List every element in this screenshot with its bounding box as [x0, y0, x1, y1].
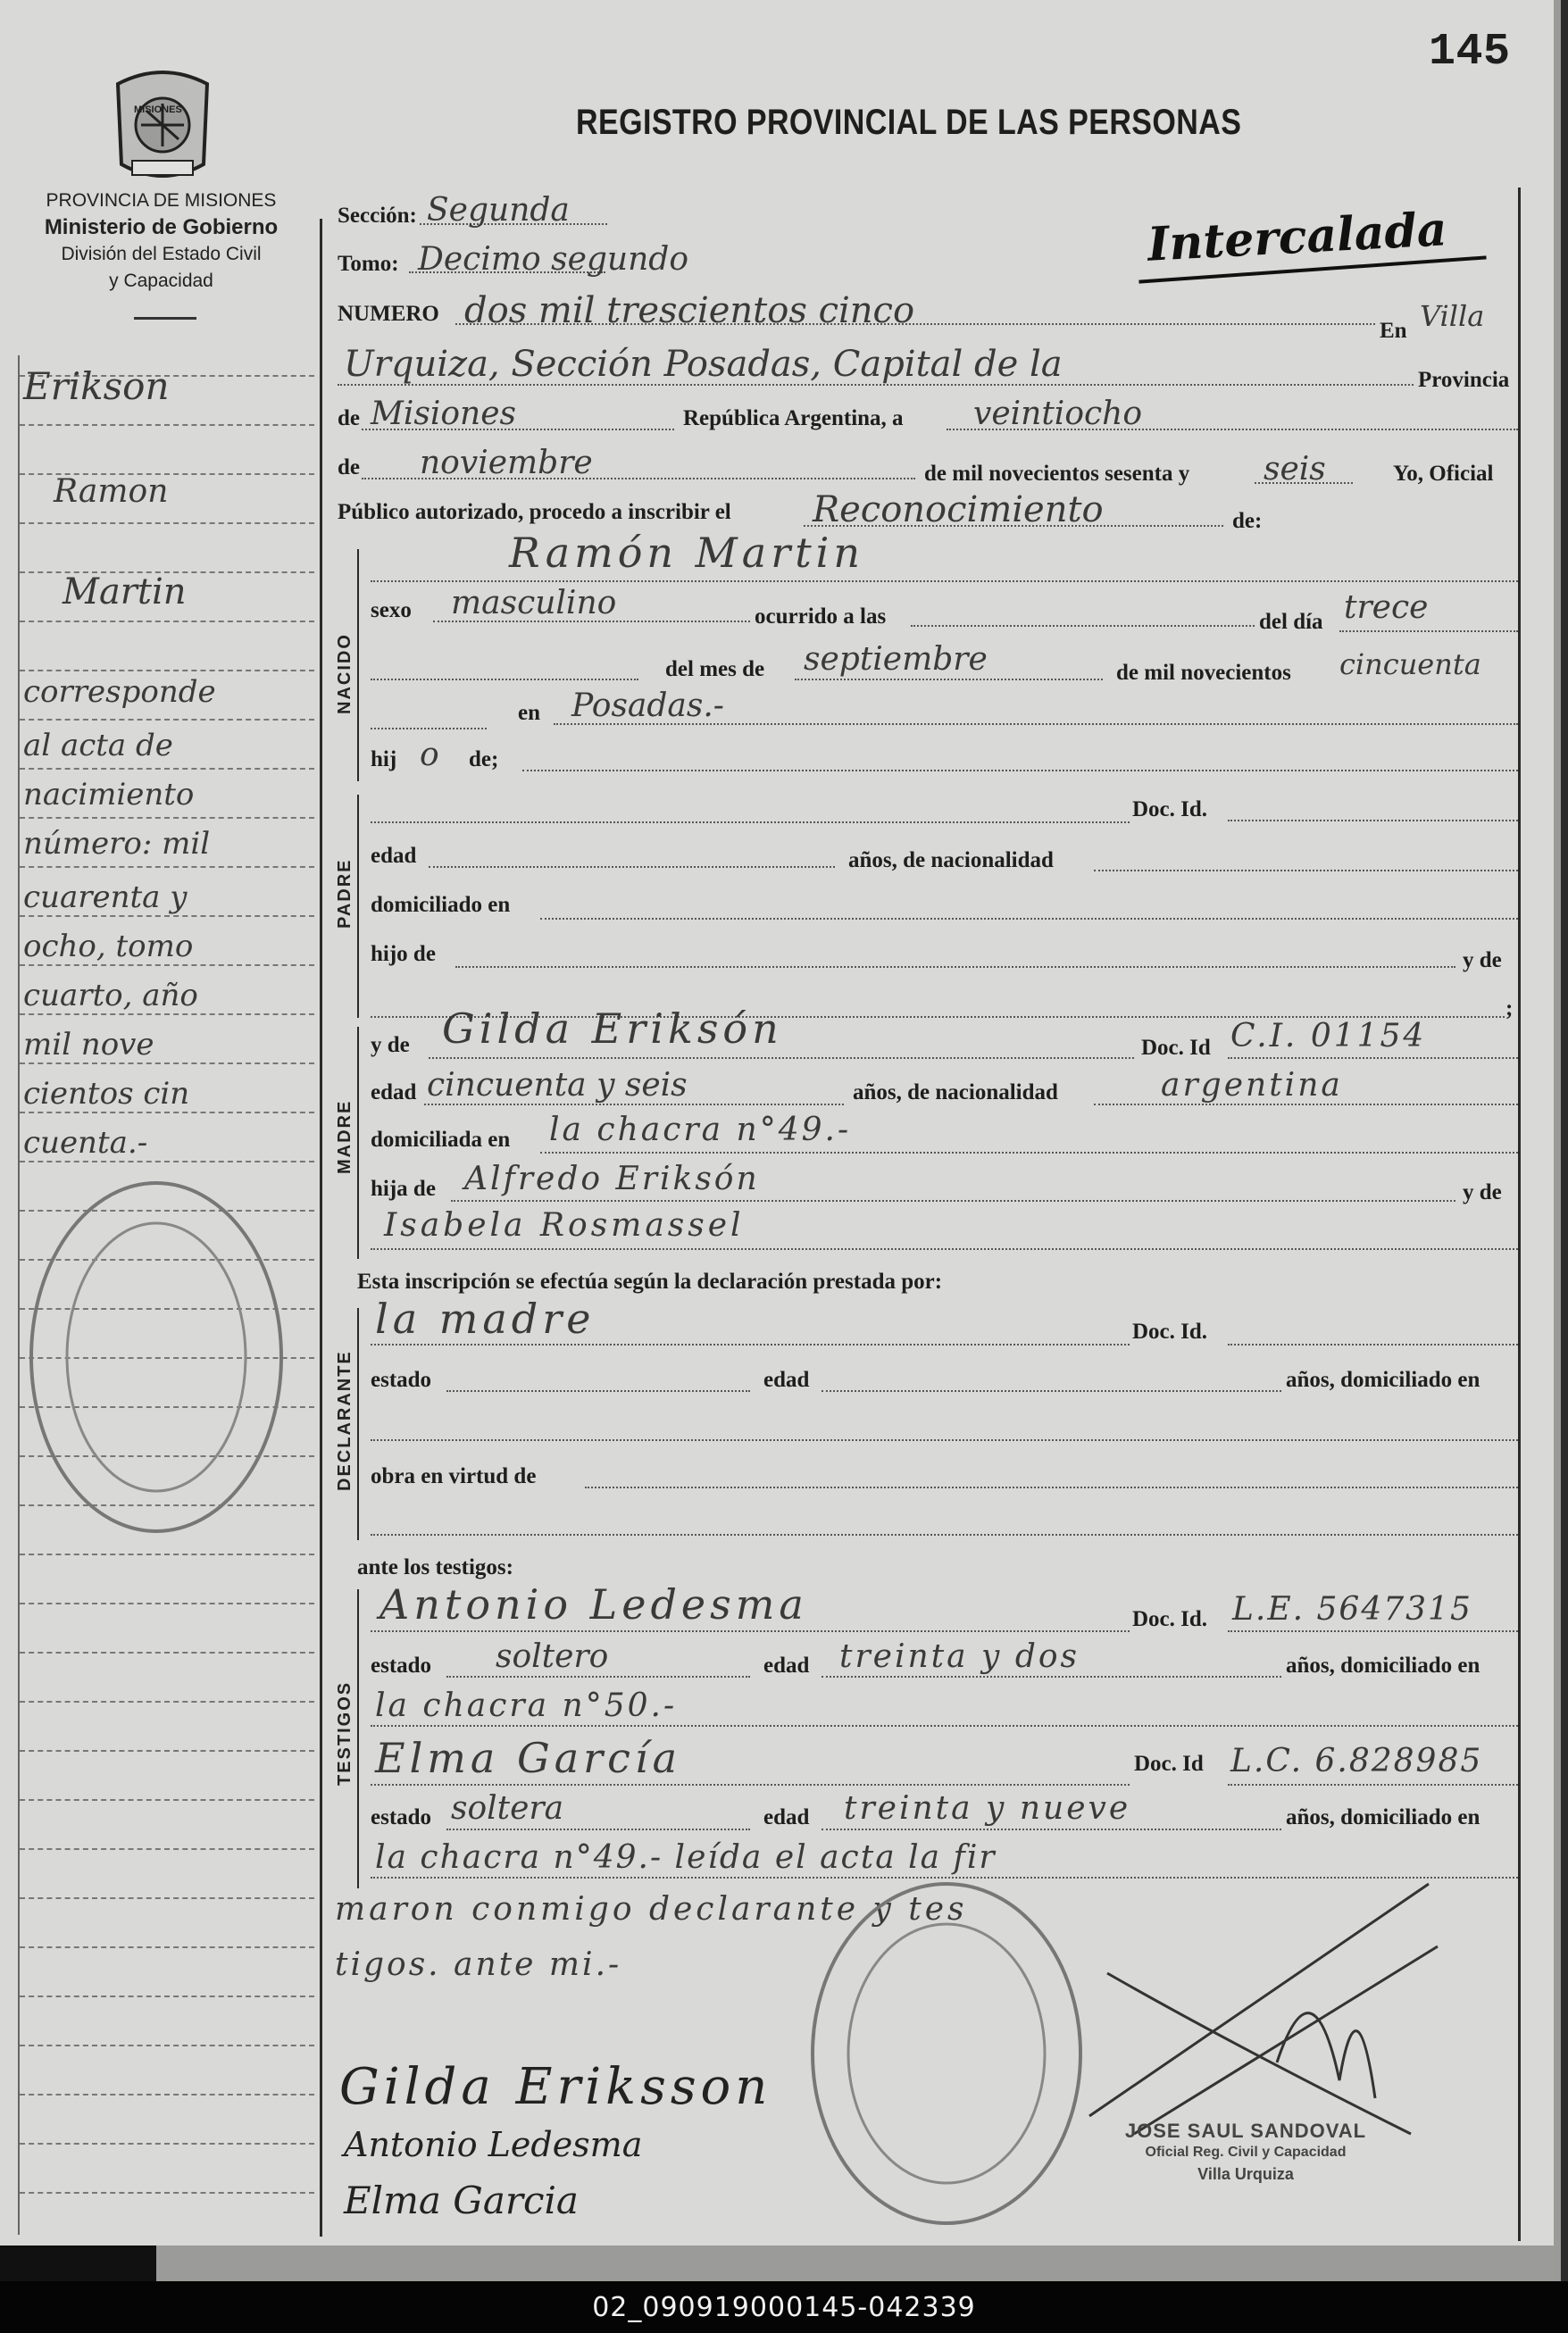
madre-y-de-label2: y de	[1463, 1180, 1502, 1204]
margin-note: al acta de	[23, 728, 173, 763]
margin-ruled-line	[20, 1013, 314, 1015]
margin-note: Ramon	[54, 473, 169, 510]
dia-nac-line	[1339, 630, 1518, 632]
authority-province: PROVINCIA DE MISIONES	[46, 190, 277, 211]
official-name: JOSE SAUL SANDOVAL	[1124, 2120, 1367, 2142]
margin-ruled-line	[20, 866, 314, 868]
margin-note: cuarto, año	[23, 978, 198, 1013]
testigos-label: ante los testigos:	[357, 1555, 513, 1579]
de-label: de	[338, 406, 360, 430]
testigo1-dom-label: años, domiciliado en	[1286, 1654, 1480, 1678]
padre-nombre-line	[371, 821, 1130, 823]
del-dia-label: del día	[1259, 610, 1323, 634]
margin-ruled-line	[20, 1897, 314, 1899]
margin-ruled-line	[20, 621, 314, 622]
testigo2-doc-line	[1228, 1784, 1518, 1786]
madre-edad-label: edad	[371, 1080, 417, 1104]
en-lower-label: en	[518, 701, 540, 725]
testigo1-estado-label: estado	[371, 1654, 432, 1678]
seccion-value: Segunda	[427, 192, 570, 229]
del-mes-label: del mes de	[665, 657, 765, 681]
place-value: Urquiza, Sección Posadas, Capital de la	[344, 344, 1063, 385]
madre-y-de-label: y de	[371, 1033, 410, 1057]
nombre-line	[371, 580, 1518, 582]
obra-line2	[371, 1534, 1518, 1536]
testigo1-doc-value: L.E. 5647315	[1232, 1591, 1472, 1628]
testigo1-dom-line	[371, 1725, 1518, 1727]
margin-ruled-line	[20, 964, 314, 966]
mes-value: noviembre	[420, 445, 593, 481]
intercalada-note: Intercalada	[1146, 202, 1448, 272]
declarante-doc-line	[1228, 1344, 1518, 1346]
padre-hijo-line	[455, 966, 1455, 968]
margin-ruled-line	[20, 2094, 314, 2096]
declarante-nombre-line	[371, 1344, 1130, 1346]
margin-note: Martin	[63, 571, 187, 612]
right-border	[1518, 187, 1521, 2241]
madre-doc-value: C.I. 01154	[1230, 1018, 1427, 1054]
declarante-edad-line	[822, 1390, 1281, 1392]
nacido-bracket	[357, 549, 359, 781]
testigo1-nombre-line	[371, 1630, 1130, 1632]
registry-seal-left-icon	[18, 1170, 304, 1545]
declarante-value: la madre	[375, 1295, 596, 1343]
madre-nac-label: años, de nacionalidad	[853, 1080, 1058, 1104]
de2-label: de	[338, 455, 360, 479]
testigo2-estado-label: estado	[371, 1805, 432, 1829]
testigo2-doc-label: Doc. Id	[1134, 1752, 1204, 1776]
madre-bracket	[357, 1027, 359, 1259]
margin-ruled-line	[20, 1112, 314, 1113]
padre-semicolon: ;	[1505, 996, 1514, 1021]
declarante-dom-label: años, domiciliado en	[1286, 1368, 1480, 1392]
nombre-value: Ramón Martin	[509, 529, 865, 577]
madre-nacionalidad-value: argentina	[1161, 1067, 1343, 1104]
madre-nombre-value: Gilda Eriksón	[442, 1004, 783, 1053]
cierre-line1: maron conmigo declarante y tes	[335, 1891, 968, 1928]
declarante-edad-label: edad	[763, 1368, 810, 1392]
testigos-bracket	[357, 1589, 359, 1888]
official-title: Oficial Reg. Civil y Capacidad	[1145, 2145, 1347, 2160]
obra-label: obra en virtud de	[371, 1464, 537, 1488]
tomo-value: Decimo segundo	[418, 241, 689, 278]
margin-note: cuenta.-	[23, 1125, 148, 1161]
testigo1-estado-line	[446, 1676, 750, 1678]
testigo2-nombre-value: Elma García	[375, 1734, 682, 1782]
cierre-line2: tigos. ante mi.-	[335, 1946, 622, 1983]
margin-note: nacimiento	[23, 777, 195, 812]
officer-signature-scribble	[1054, 1866, 1473, 2152]
margin-ruled-line	[20, 1554, 314, 1555]
margin-ruled-line	[20, 1848, 314, 1850]
section-label-declarante: DECLARANTE	[335, 1350, 354, 1491]
signature-testigo2: Elma Garcia	[344, 2179, 579, 2222]
testigo2-dom-value: la chacra n°49.- leída el acta la fir	[375, 1839, 997, 1876]
testigo1-doc-line	[1228, 1630, 1518, 1632]
testigo2-edad-label: edad	[763, 1805, 810, 1829]
madre-dom-value: la chacra n°49.-	[549, 1112, 852, 1148]
padre-edad-line	[429, 866, 835, 868]
section-label-nacido: NACIDO	[335, 633, 354, 714]
authority-rule	[134, 317, 196, 320]
declarante-doc-label: Doc. Id.	[1132, 1320, 1208, 1344]
declaracion-label: Esta inscripción se efectúa según la declaración prestada por:	[357, 1270, 943, 1294]
anio-value: seis	[1264, 451, 1326, 487]
testigo1-doc-label: Doc. Id.	[1132, 1607, 1208, 1631]
declarante-estado-label: estado	[371, 1368, 432, 1392]
padre-doc-line	[1228, 820, 1518, 821]
section-label-testigos: TESTIGOS	[335, 1680, 354, 1786]
authority-division: División del Estado Civil	[61, 244, 262, 264]
margin-note: corresponde	[23, 674, 216, 710]
padre-nacionalidad-line	[1094, 870, 1518, 871]
madre-dom-line	[540, 1152, 1518, 1154]
margin-ruled-line	[20, 719, 314, 721]
anio-nac-value: cincuenta	[1339, 647, 1481, 681]
madre-doc-line	[1228, 1057, 1518, 1059]
testigo1-edad-line	[822, 1676, 1281, 1678]
de-colon-label: de:	[1232, 509, 1263, 533]
padre-hijo-label: hijo de	[371, 942, 436, 966]
hij-label: hij	[371, 747, 397, 771]
margin-ruled-line	[20, 1799, 314, 1801]
testigo2-doc-value: L.C. 6.828985	[1230, 1743, 1483, 1779]
margin-ruled-line	[20, 1603, 314, 1604]
authority-capacity: y Capacidad	[109, 271, 213, 291]
margin-ruled-line	[20, 1946, 314, 1948]
provincia-value: Misiones	[371, 396, 517, 432]
numero-label: NUMERO	[338, 302, 439, 326]
madre-edad-value: cincuenta y seis	[427, 1067, 688, 1104]
padre-dom-label: domiciliado en	[371, 893, 511, 917]
testigo2-nombre-line	[371, 1784, 1130, 1786]
padre-dom-line	[540, 918, 1518, 920]
republica-label: República Argentina, a	[683, 406, 904, 430]
testigo1-dom-value: la chacra n°50.-	[375, 1687, 678, 1724]
numero-value: dos mil trescientos cinco	[464, 290, 915, 331]
provincia-label: Provincia	[1418, 368, 1510, 392]
authority-block	[7, 187, 315, 295]
madre-hija-label: hija de	[371, 1177, 436, 1201]
margin-ruled-line	[20, 424, 314, 426]
margin-note: número: mil	[23, 826, 211, 862]
hij-value: o	[420, 737, 439, 773]
madre-madre-value: Isabela Rosmassel	[384, 1207, 745, 1244]
anio-nac-line2	[371, 728, 487, 729]
page-title: REGISTRO PROVINCIAL DE LAS PERSONAS	[576, 103, 1242, 142]
signature-madre: Gilda Eriksson	[339, 2058, 772, 2116]
margin-note: cuarenta y	[23, 879, 188, 915]
margin-note: ocho, tomo	[23, 929, 194, 964]
mes-nac-line	[795, 679, 1103, 680]
en-value: Villa	[1420, 299, 1485, 333]
padre-edad-label: edad	[371, 844, 417, 868]
testigo2-dom-label: años, domiciliado en	[1286, 1805, 1480, 1829]
column-divider	[320, 219, 322, 2237]
yo-oficial-label: Yo, Oficial	[1393, 462, 1494, 486]
lugar-nac-value: Posadas.-	[571, 687, 724, 724]
hora-line	[911, 625, 1255, 627]
margin-ruled-line	[20, 522, 314, 524]
padre-y-de-label: y de	[1463, 948, 1502, 972]
margin-ruled-line	[20, 1996, 314, 1997]
padre-nac-label: años, de nacionalidad	[848, 848, 1054, 872]
margin-ruled-line	[20, 1062, 314, 1064]
madre-dom-label: domiciliada en	[371, 1128, 511, 1152]
corner-shadow	[0, 2246, 156, 2281]
margin-note: cientos cin	[23, 1076, 190, 1112]
testigo2-estado-value: soltera	[451, 1790, 564, 1827]
mil-sesenta-label: de mil novecientos sesenta y	[924, 462, 1190, 486]
province-seal-icon	[105, 64, 220, 189]
declarante-bracket	[357, 1308, 359, 1540]
binding-edge	[0, 2246, 1554, 2281]
sexo-value: masculino	[451, 585, 617, 621]
tomo-label: Tomo:	[338, 252, 399, 276]
margin-ruled-line	[20, 1750, 314, 1752]
official-office: Villa Urquiza	[1197, 2165, 1294, 2183]
testigo2-edad-value: treinta y nueve	[844, 1790, 1131, 1827]
margin-ruled-line	[20, 768, 314, 770]
dia-nac-value: trece	[1344, 589, 1429, 626]
obra-line	[585, 1487, 1518, 1488]
margin-ruled-line	[20, 1652, 314, 1654]
acto-value: Reconocimiento	[813, 489, 1104, 530]
testigo1-nombre-value: Antonio Ledesma	[379, 1580, 808, 1629]
margin-ruled-line	[20, 1161, 314, 1162]
hij-line	[522, 770, 1518, 771]
madre-nombre-line	[429, 1057, 1134, 1059]
testigo1-edad-value: treinta y dos	[839, 1638, 1080, 1675]
nac-blank-line	[371, 679, 638, 680]
testigo2-estado-line	[446, 1829, 750, 1830]
margin-note: Erikson	[23, 364, 170, 408]
seal-label: MISIONES	[134, 104, 182, 115]
padre-doc-label: Doc. Id.	[1132, 797, 1208, 821]
margin-ruled-line	[20, 670, 314, 671]
margin-ruled-line	[20, 915, 314, 917]
madre-padre-value: Alfredo Eriksón	[464, 1161, 760, 1197]
scan-id-footer: 02_090919000145-042339	[0, 2281, 1568, 2333]
ocurrido-label: ocurrido a las	[755, 604, 887, 629]
declarante-dom-line	[371, 1439, 1518, 1441]
margin-note: mil nove	[23, 1027, 154, 1062]
section-label-padre: PADRE	[335, 858, 354, 929]
madre-nacionalidad-line	[1094, 1104, 1518, 1105]
testigo1-edad-label: edad	[763, 1654, 810, 1678]
publico-label: Público autorizado, procedo a inscribir el	[338, 500, 731, 524]
page-number: 145	[1429, 27, 1511, 78]
madre-hija-line	[451, 1200, 1455, 1202]
official-stamp	[1094, 2121, 1397, 2185]
testigo1-estado-value: soltero	[496, 1638, 609, 1675]
margin-ruled-line	[20, 2192, 314, 2194]
signature-testigo1: Antonio Ledesma	[344, 2125, 643, 2164]
section-label-madre: MADRE	[335, 1099, 354, 1174]
madre-doc-label: Doc. Id	[1141, 1036, 1211, 1060]
padre-bracket	[357, 795, 359, 1018]
authority-ministry: Ministerio de Gobierno	[44, 215, 279, 239]
margin-ruled-line	[20, 2143, 314, 2145]
mes-nac-value: septiembre	[804, 641, 988, 678]
margin-ruled-line	[20, 1701, 314, 1703]
dia-value: veintiocho	[973, 396, 1143, 432]
declarante-estado-line	[446, 1390, 750, 1392]
seccion-label: Sección:	[338, 204, 417, 228]
sexo-label: sexo	[371, 598, 412, 622]
margin-ruled-line	[20, 2045, 314, 2046]
mil-novecientos-label: de mil novecientos	[1116, 661, 1291, 685]
margin-ruled-line	[20, 817, 314, 819]
de-semicolon-label: de;	[469, 747, 499, 771]
madre-edad-line	[424, 1104, 844, 1105]
madre-abuela-line	[371, 1248, 1518, 1250]
en-label: En	[1380, 319, 1407, 343]
testigo2-edad-line	[822, 1829, 1281, 1830]
